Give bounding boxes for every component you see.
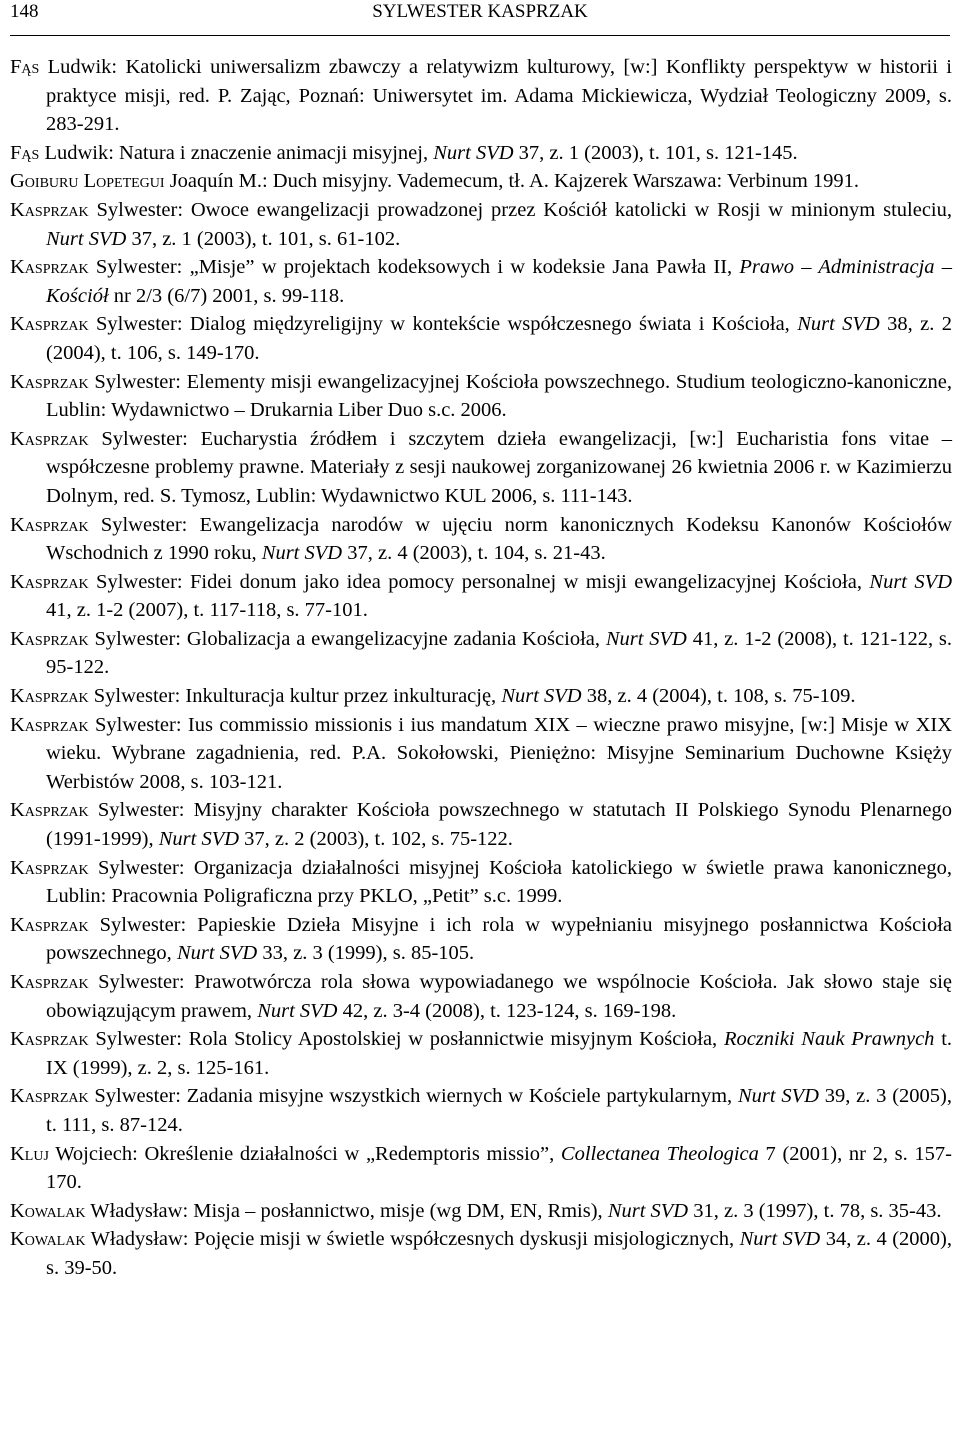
bibliography-entry bbox=[10, 1025, 952, 1082]
entry-text: Sylwester: Ewangelizacja narodów w ujęciu norm kanonicznych Kodeksu Kanonów Kościołów Wschodnich z 1990 roku, bbox=[46, 513, 952, 565]
entry-text: Władysław: Pojęcie misji w świetle współczesnych dyskusji misjologicznych, bbox=[90, 1228, 740, 1251]
bibliography-entry bbox=[10, 310, 952, 367]
journal-title: Nurt SVD bbox=[261, 542, 343, 565]
entry-text: Sylwester: Papieskie Dzieła Misyjne i ich rola w wypełnianiu misyjnego posłannictwa Kościoła powszechnego, bbox=[46, 913, 952, 965]
bibliography-entry bbox=[10, 253, 952, 310]
entry-text: 39, z. 3 (2005), t. 111, s. 87-124. bbox=[46, 1085, 952, 1136]
journal-title: Nurt SVD bbox=[257, 999, 338, 1022]
entry-text: Sylwester: Inkulturacja kultur przez inkulturację, bbox=[93, 685, 502, 708]
entry-author: Fąs bbox=[10, 56, 40, 78]
entry-text: Sylwester: Eucharystia źródłem i szczytem dzieła ewangelizacji, [w:] Eucharistia fons vitae – współczesne problemy prawne. Materiały z sesji naukowej zorganizowanej 26 kwietnia 2006 r. w Kazimierzu Dolnym, red. S. Tymosz, Lublin: Wydawnictwo KUL 2006, s. 111-143. bbox=[46, 427, 953, 507]
bibliography-entry bbox=[10, 1225, 952, 1282]
journal-title: Nurt SVD bbox=[501, 685, 582, 708]
entry-author: Kasprzak bbox=[10, 370, 89, 393]
bibliography-entry bbox=[10, 711, 952, 797]
entry-author: Kasprzak bbox=[10, 570, 89, 593]
entry-author: Fąs bbox=[10, 141, 40, 164]
entry-author: Kasprzak bbox=[10, 713, 89, 736]
journal-title: Nurt SVD bbox=[46, 227, 127, 250]
entry-text: Sylwester: Globalizacja a ewangelizacyjne zadania Kościoła, bbox=[94, 627, 606, 650]
bibliography-entry bbox=[10, 196, 952, 253]
bibliography-entry bbox=[10, 368, 952, 425]
entry-author: Kasprzak bbox=[10, 513, 89, 536]
bibliography-entry bbox=[10, 968, 952, 1025]
header-rule bbox=[10, 35, 950, 36]
page-header bbox=[10, 0, 950, 26]
entry-text: 41, z. 1-2 (2007), t. 117-118, s. 77-101. bbox=[46, 599, 368, 622]
entry-author: Kasprzak bbox=[10, 971, 89, 993]
entry-text: 37, z. 1 (2003), t. 101, s. 121-145. bbox=[513, 141, 798, 164]
entry-text: t. IX (1999), z. 2, s. 125-161. bbox=[46, 1028, 953, 1079]
bibliography-entry bbox=[10, 53, 952, 139]
bibliography-entry bbox=[10, 796, 952, 853]
entry-text: Sylwester: Dialog międzyreligijny w kontekście współczesnego świata i Kościoła, bbox=[96, 313, 798, 336]
entry-text: 37, z. 1 (2003), t. 101, s. 61-102. bbox=[126, 227, 401, 250]
entry-author: Kasprzak bbox=[10, 427, 89, 450]
journal-title: Collectanea Theologica bbox=[560, 1142, 759, 1165]
page-number: 148 bbox=[10, 1, 39, 22]
bibliography-entry bbox=[10, 1082, 952, 1139]
bibliography-entry bbox=[10, 167, 952, 196]
entry-text: 7 (2001), nr 2, s. 157-170. bbox=[46, 1142, 952, 1194]
entry-text: 38, z. 2 (2004), t. 106, s. 149-170. bbox=[46, 313, 952, 364]
entry-text: Wojciech: Określenie działalności w „Redemptoris missio”, bbox=[55, 1142, 561, 1165]
entry-text: Sylwester: Elementy misji ewangelizacyjnej Kościoła powszechnego. Studium teologiczno-kanoniczne, Lublin: Wydawnictwo – Drukarnia Liber Duo s.c. 2006. bbox=[46, 370, 953, 422]
journal-title: Prawo – Administracja – Kościół bbox=[46, 256, 952, 307]
entry-text: 42, z. 3-4 (2008), t. 123-124, s. 169-198. bbox=[337, 999, 677, 1022]
bibliography-entry bbox=[10, 1140, 952, 1197]
journal-title: Roczniki Nauk Prawnych bbox=[723, 1028, 935, 1051]
entry-author: Kasprzak bbox=[10, 1028, 89, 1051]
entry-text: Sylwester: Organizacja działalności misyjnej Kościoła katolickiego w świetle prawa kanonicznego, Lublin: Pracownia Poligraficzna przy PKLO, „Petit” s.c. 1999. bbox=[46, 856, 952, 908]
journal-title: Nurt SVD bbox=[739, 1228, 821, 1251]
entry-author: Kasprzak bbox=[10, 198, 89, 221]
entry-author: Kasprzak bbox=[10, 1085, 89, 1108]
entry-text: Sylwester: Zadania misyjne wszystkich wiernych w Kościele partykularnym, bbox=[94, 1085, 738, 1108]
entry-author: Kasprzak bbox=[10, 685, 89, 708]
journal-title: Nurt SVD bbox=[607, 1199, 689, 1222]
entry-author: Kluj bbox=[10, 1142, 49, 1165]
entry-text: 34, z. 4 (2000), s. 39-50. bbox=[46, 1228, 952, 1279]
entry-author: Kasprzak bbox=[10, 313, 89, 336]
bibliography-entry bbox=[10, 1197, 952, 1226]
bibliography-entry bbox=[10, 682, 952, 711]
entry-text: 37, z. 2 (2003), t. 102, s. 75-122. bbox=[239, 828, 513, 851]
entry-author: Kasprzak bbox=[10, 799, 89, 822]
entry-text: Sylwester: „Misje” w projektach kodeksowych i w kodeksie Jana Pawła II, bbox=[95, 256, 740, 279]
entry-text: Sylwester: Misyjny charakter Kościoła powszechnego w statutach II Polskiego Synodu Plenarnego (1991-1999), bbox=[46, 799, 953, 851]
entry-text: 41, z. 1-2 (2008), t. 121-122, s. 95-122. bbox=[46, 627, 952, 679]
entry-text: 33, z. 3 (1999), s. 85-105. bbox=[257, 942, 475, 965]
journal-title: Nurt SVD bbox=[605, 627, 687, 650]
bibliography-entry bbox=[10, 625, 952, 682]
bibliography-entry bbox=[10, 425, 952, 511]
journal-title: Nurt SVD bbox=[869, 570, 953, 593]
entry-author: Kasprzak bbox=[10, 856, 89, 879]
entry-author: Kowalak bbox=[10, 1228, 86, 1251]
entry-author: Kasprzak bbox=[10, 256, 89, 279]
bibliography-list bbox=[10, 53, 952, 1283]
journal-title: Nurt SVD bbox=[797, 313, 880, 336]
bibliography-entry bbox=[10, 568, 952, 625]
bibliography-entry bbox=[10, 139, 952, 168]
entry-text: Ludwik: Natura i znaczenie animacji misyjnej, bbox=[44, 141, 434, 164]
entry-text: Sylwester: Rola Stolicy Apostolskiej w posłannictwie misyjnym Kościoła, bbox=[95, 1028, 724, 1051]
bibliography-entry bbox=[10, 854, 952, 911]
bibliography-entry bbox=[10, 911, 952, 968]
journal-title: Nurt SVD bbox=[737, 1085, 819, 1108]
journal-title: Nurt SVD bbox=[158, 828, 240, 851]
entry-author: Kasprzak bbox=[10, 627, 89, 650]
entry-text: Sylwester: Owoce ewangelizacji prowadzonej przez Kościół katolicki w Rosji w minionym stuleciu, bbox=[96, 198, 952, 221]
entry-text: 38, z. 4 (2004), t. 108, s. 75-109. bbox=[581, 685, 856, 708]
bibliography-entry bbox=[10, 511, 952, 568]
entry-text: Sylwester: Prawotwórcza rola słowa wypowiadanego we wspólnocie Kościoła. Jak słowo staje się obowiązującym prawem, bbox=[46, 971, 952, 1022]
entry-author: Kasprzak bbox=[10, 913, 89, 936]
entry-text: nr 2/3 (6/7) 2001, s. 99-118. bbox=[108, 284, 345, 307]
entry-author: Goiburu Lopetegui bbox=[10, 170, 165, 193]
running-head: SYLWESTER KASPRZAK bbox=[372, 1, 588, 22]
journal-title: Nurt SVD bbox=[176, 942, 258, 965]
entry-text: 37, z. 4 (2003), t. 104, s. 21-43. bbox=[342, 542, 606, 565]
entry-text: Ludwik: Katolicki uniwersalizm zbawczy a relatywizm kulturowy, [w:] Konflikty perspektyw w historii i praktyce misji, red. P. Zając, Poznań: Uniwersytet im. Adama Mickiewicza, Wydział Teologiczny 2009, s. 283-291. bbox=[46, 56, 952, 136]
entry-text: Władysław: Misja – posłannictwo, misje (wg DM, EN, Rmis), bbox=[90, 1199, 608, 1222]
entry-text: Joaquín M.: Duch misyjny. Vademecum, tł. A. Kajzerek Warszawa: Verbinum 1991. bbox=[169, 170, 860, 193]
entry-author: Kowalak bbox=[10, 1199, 86, 1222]
entry-text: 31, z. 3 (1997), t. 78, s. 35-43. bbox=[688, 1199, 942, 1222]
journal-title: Nurt SVD bbox=[433, 141, 514, 164]
entry-text: Sylwester: Fidei donum jako idea pomocy personalnej w misji ewangelizacyjnej Kościoła, bbox=[96, 570, 870, 593]
entry-text: Sylwester: Ius commissio missionis i ius mandatum XIX – wieczne prawo misyjne, [w:] Misje w XIX wieku. Wybrane zagadnienia, red. P.A. Sokołowski, Pieniężno: Misyjne Seminarium Duchowne Księży Werbistów 2008, s. 103-121. bbox=[46, 713, 952, 793]
